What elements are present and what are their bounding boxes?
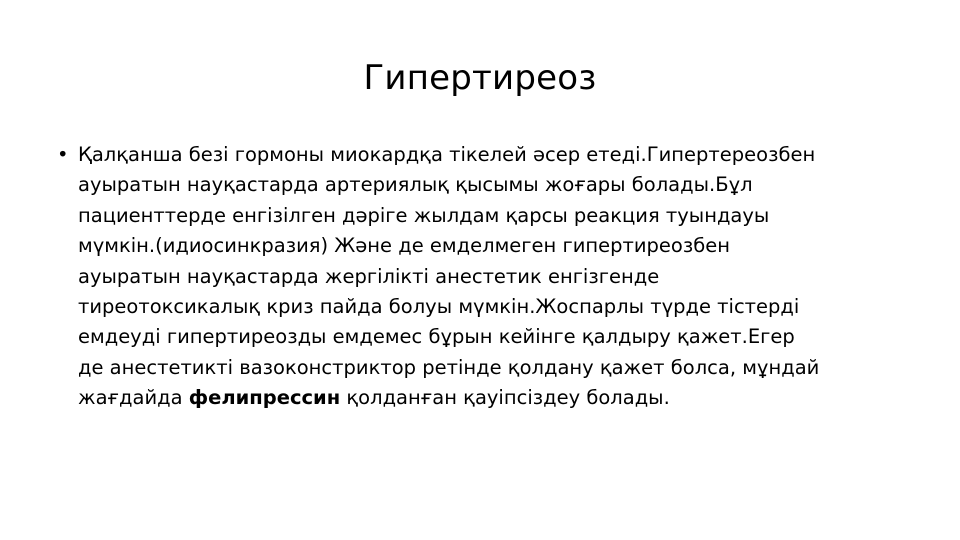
paragraph-line: мүмкін.(идиосинкразия) Және де емделмеген гипертиреозбен <box>78 234 730 258</box>
paragraph-line: ауыратын науқастарда артериялық қысымы жоғары болады.Бұл <box>78 173 753 197</box>
paragraph-line: Қалқанша безі гормоны миокардқа тікелей әсер етеді.Гипертереозбен <box>78 143 816 166</box>
last-line-start: жағдайда <box>78 386 189 410</box>
paragraph-last-line <box>78 383 917 413</box>
bold-term: фелипрессин <box>188 386 341 410</box>
bullet-icon: • <box>57 143 69 166</box>
paragraph-line: ауыратын науқастарда жергілікті анестетик енгізгенде <box>78 264 660 288</box>
last-line-end: қолданған қауіпсіздеу болады. <box>340 386 670 410</box>
slide-title: Гипертиреоз <box>363 58 597 98</box>
slide-body <box>57 140 917 414</box>
paragraph-line: емдеуді гипертиреозды емдемес бұрын кейінге қалдыру қажет.Егер <box>78 325 795 349</box>
paragraph-line: де анестетикті вазоконстриктор ретінде қолдану қажет болса, мұндай <box>78 355 820 379</box>
paragraph-line: пациенттерде енгізілген дәріге жылдам қарсы реакция туындауы <box>78 203 770 227</box>
paragraph-line: тиреотоксикалық криз пайда болуы мүмкін.Жоспарлы түрде тістерді <box>78 295 800 319</box>
bullet-item <box>57 140 917 414</box>
